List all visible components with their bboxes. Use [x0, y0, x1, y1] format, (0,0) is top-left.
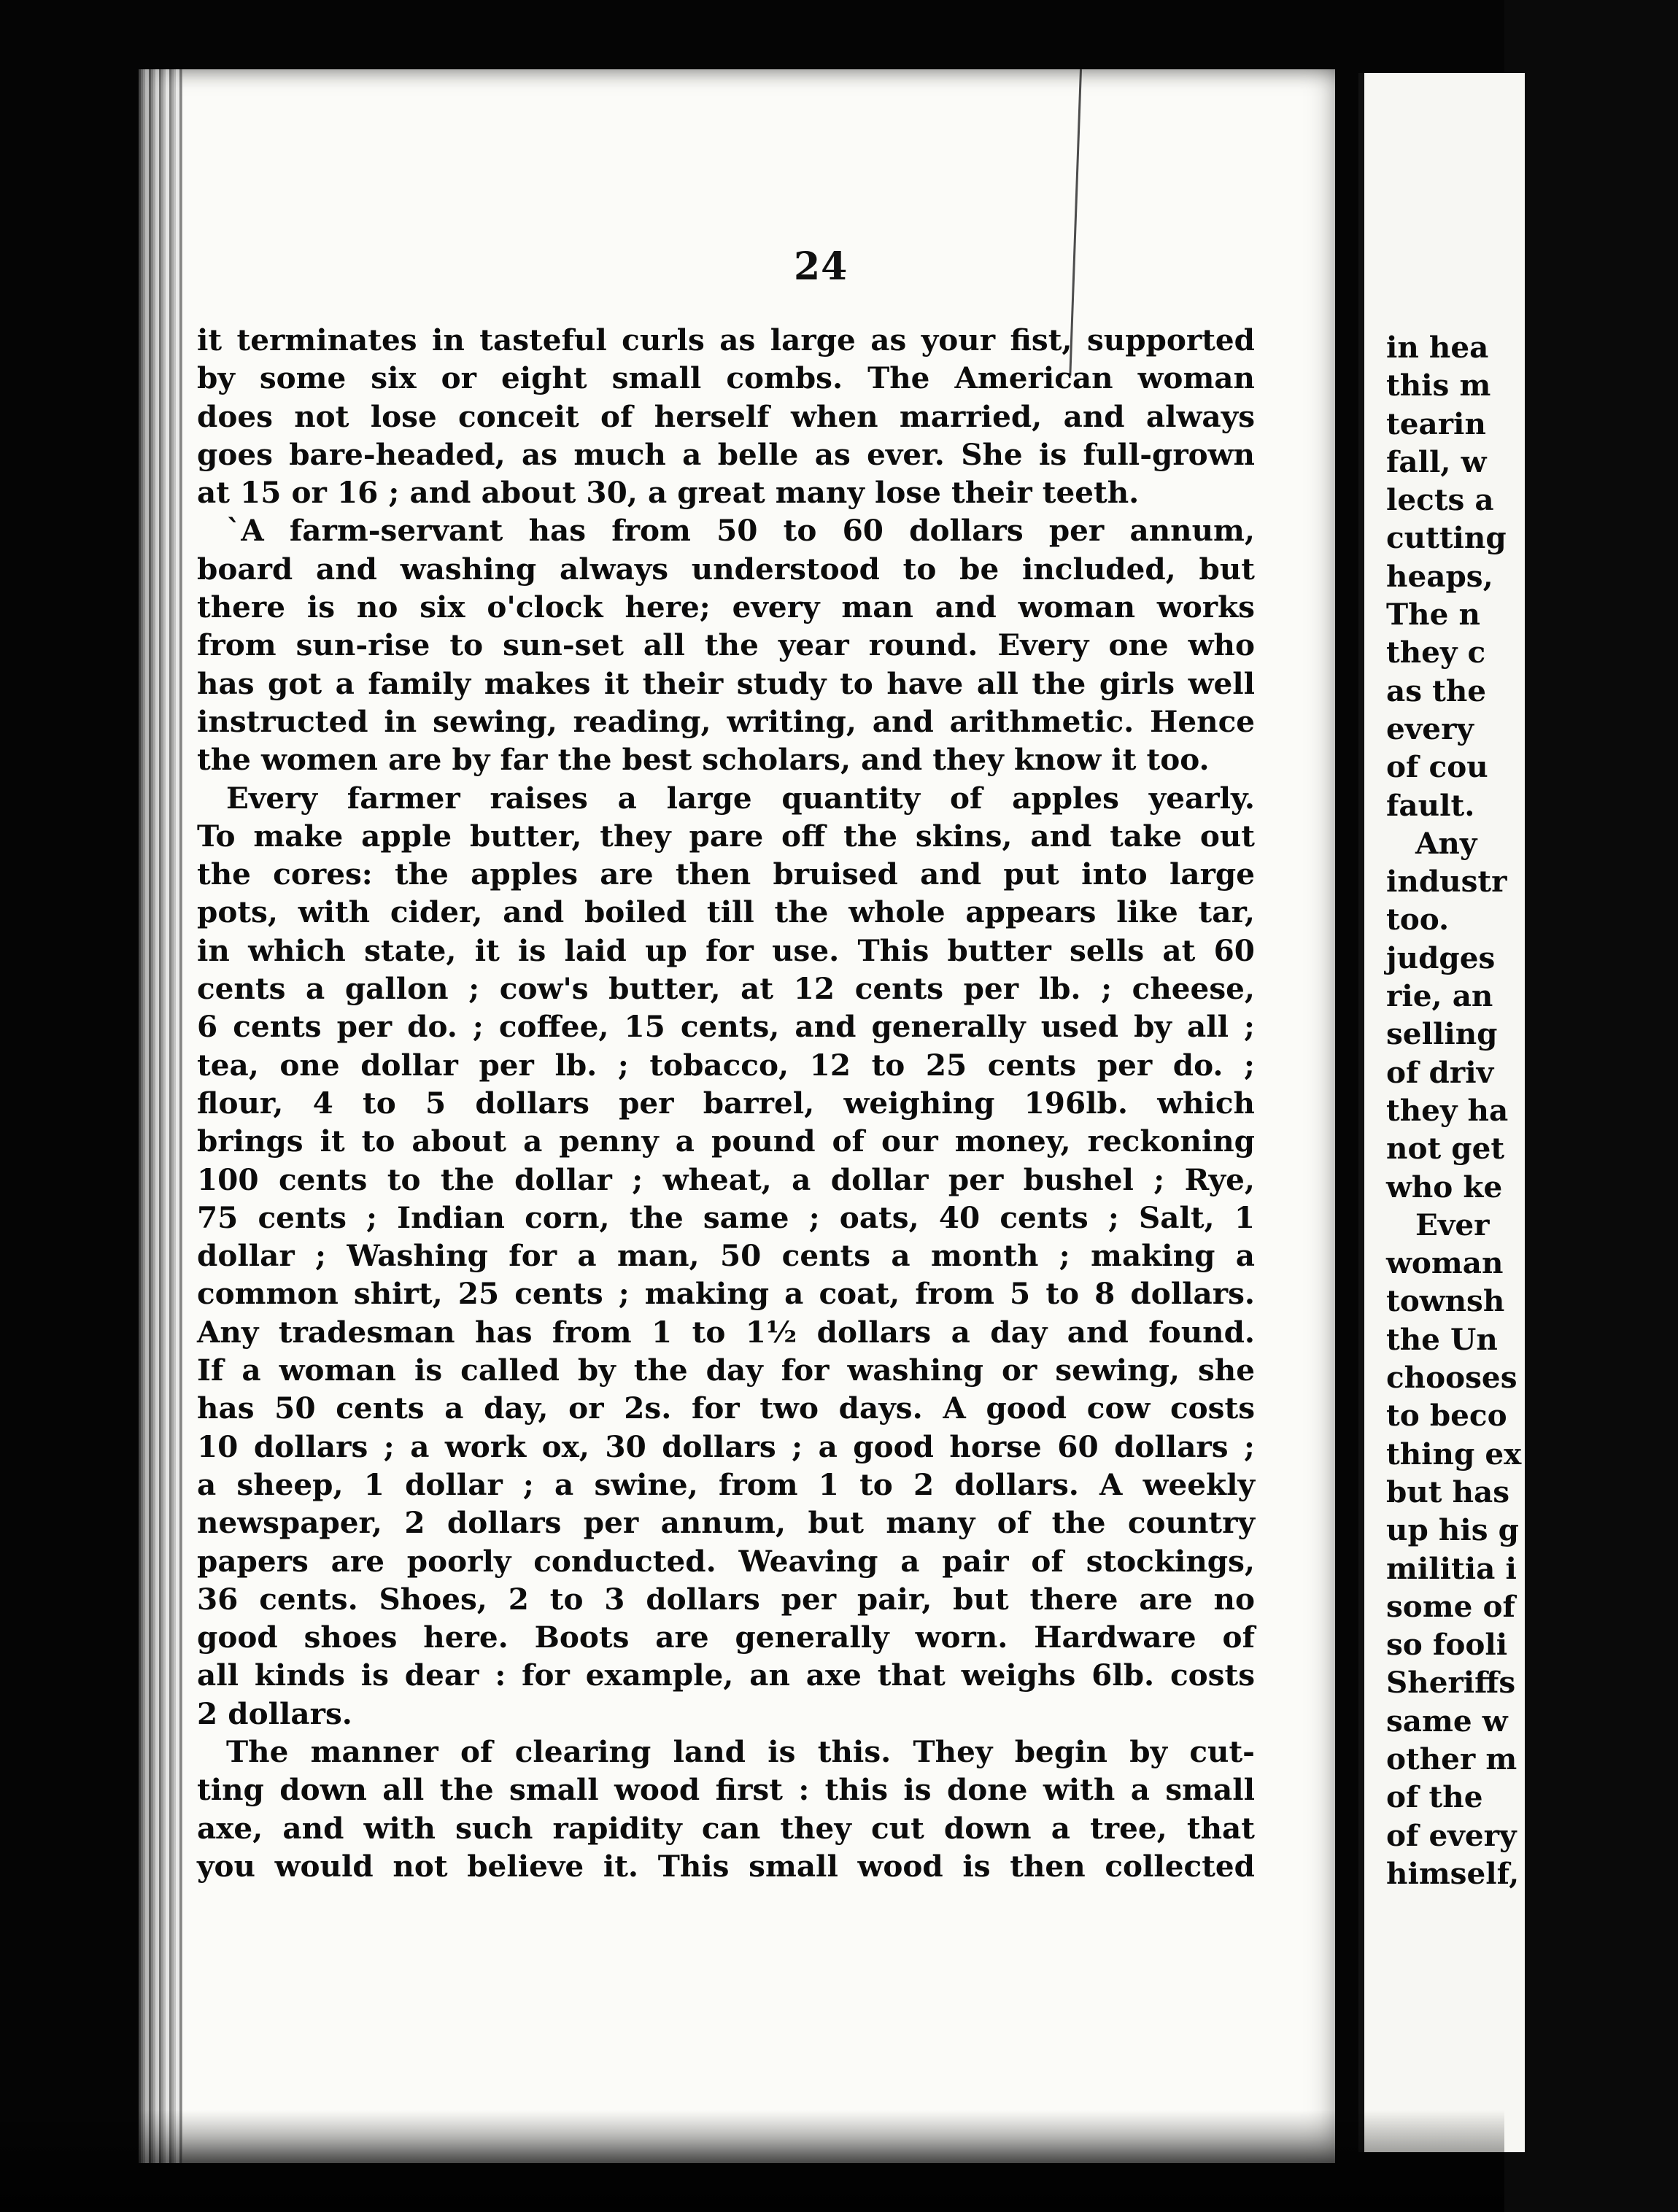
text-line: in which state, it is laid up for use. This butter sells at 60: [197, 932, 1255, 968]
text-line: Any tradesman has from 1 to 1½ dollars a day and found.: [197, 1314, 1255, 1350]
text-line: there is no six o'clock here; every man and woman works: [197, 589, 1255, 625]
text-line: all kinds is dear : for example, an axe that weighs 6lb. costs: [197, 1658, 1255, 1693]
text-line: goes bare-headed, as much a belle as ever. She is full-grown: [197, 436, 1255, 472]
text-line: a sheep, 1 dollar ; a swine, from 1 to 2 dollars. A weekly: [197, 1466, 1255, 1502]
text-line: 6 cents per do. ; coffee, 15 cents, and generally used by all ;: [197, 1009, 1255, 1045]
text-line: every: [1386, 711, 1474, 746]
text-line: woman: [1386, 1245, 1504, 1281]
left-page-text: [197, 321, 1255, 1885]
text-line: so fooli: [1386, 1627, 1508, 1663]
text-line: brings it to about a penny a pound of our money, reckoning: [197, 1124, 1255, 1159]
text-line: Ever: [1415, 1207, 1490, 1242]
text-line: rie, an: [1386, 978, 1493, 1014]
text-line: 2 dollars.: [197, 1695, 352, 1731]
text-line: up his g: [1386, 1512, 1519, 1548]
text-line: they ha: [1386, 1092, 1509, 1128]
text-line: who ke: [1386, 1169, 1503, 1204]
text-line: heaps,: [1386, 558, 1493, 594]
text-line: cutting: [1386, 520, 1507, 556]
text-line: judges: [1386, 940, 1496, 975]
text-line: lects a: [1386, 482, 1494, 518]
text-line: himself,: [1386, 1855, 1520, 1891]
text-line: of driv: [1386, 1054, 1494, 1090]
text-line: flour, 4 to 5 dollars per barrel, weighing 196lb. which: [197, 1085, 1255, 1121]
text-line: other m: [1386, 1741, 1517, 1776]
text-line: If a woman is called by the day for washing or sewing, she: [197, 1353, 1255, 1388]
text-line: at 15 or 16 ; and about 30, a great many lose their teeth.: [197, 475, 1140, 511]
right-page: [1358, 73, 1525, 2152]
text-line: townsh: [1386, 1283, 1505, 1319]
text-line: it terminates in tasteful curls as large as your fist, supported: [197, 322, 1255, 357]
text-line: The manner of clearing land is this. They begin by cut-: [226, 1733, 1255, 1769]
text-line: The n: [1386, 597, 1480, 633]
text-line: from sun-rise to sun-set all the year round. Every one who: [197, 627, 1255, 663]
text-line: to beco: [1386, 1398, 1507, 1434]
text-line: dollar ; Washing for a man, 50 cents a month ; making a: [197, 1238, 1255, 1274]
text-line: as the: [1386, 673, 1487, 708]
text-line: has 50 cents a day, or 2s. for two days. A good cow costs: [197, 1391, 1255, 1426]
text-line: 10 dollars ; a work ox, 30 dollars ; a good horse 60 dollars ;: [197, 1428, 1255, 1464]
text-line: tearin: [1386, 406, 1486, 441]
text-line: fall, w: [1386, 444, 1487, 479]
text-line: axe, and with such rapidity can they cut down a tree, that: [197, 1810, 1255, 1846]
text-line: ting down all the small wood first : this is done with a small: [197, 1772, 1255, 1808]
text-line: in hea: [1386, 330, 1489, 365]
text-line: they c: [1386, 635, 1486, 670]
text-line: good shoes here. Boots are generally worn. Hardware of: [197, 1620, 1255, 1655]
scan-shadow: [0, 2110, 1504, 2212]
text-line: the women are by far the best scholars, and they know it too.: [197, 742, 1210, 778]
text-line: of every: [1386, 1817, 1517, 1853]
text-line: has got a family makes it their study to have all the girls well: [197, 665, 1255, 701]
text-line: Every farmer raises a large quantity of apples yearly.: [226, 780, 1255, 816]
text-line: you would not believe it. This small wood is then collected: [197, 1848, 1255, 1884]
text-line: of cou: [1386, 749, 1488, 785]
text-line: thing ex: [1386, 1436, 1522, 1472]
text-line: instructed in sewing, reading, writing, and arithmetic. Hence: [197, 703, 1255, 739]
text-line: selling: [1386, 1016, 1498, 1052]
text-line: industr: [1386, 864, 1507, 900]
text-line: not get: [1386, 1131, 1505, 1167]
text-line: chooses: [1386, 1360, 1517, 1396]
text-line: by some six or eight small combs. The American woman: [197, 360, 1255, 396]
text-line: 75 cents ; Indian corn, the same ; oats, 40 cents ; Salt, 1: [197, 1199, 1255, 1235]
text-line: too.: [1386, 902, 1450, 937]
text-line: Sheriffs: [1386, 1665, 1516, 1701]
text-line: To make apple butter, they pare off the skins, and take out: [197, 818, 1255, 854]
text-line: Any: [1415, 825, 1477, 861]
text-line: common shirt, 25 cents ; making a coat, from 5 to 8 dollars.: [197, 1276, 1255, 1312]
text-line: `A farm-servant has from 50 to 60 dollars per annum,: [226, 513, 1255, 549]
text-line: newspaper, 2 dollars per annum, but many of the country: [197, 1505, 1255, 1541]
page-number: 24: [794, 244, 848, 289]
text-line: 100 cents to the dollar ; wheat, a dollar per bushel ; Rye,: [197, 1161, 1255, 1197]
text-line: same w: [1386, 1703, 1508, 1739]
text-line: militia i: [1386, 1550, 1517, 1586]
text-line: fault.: [1386, 787, 1475, 823]
text-line: 36 cents. Shoes, 2 to 3 dollars per pair, but there are no: [197, 1581, 1255, 1617]
text-line: this m: [1386, 368, 1491, 403]
text-line: does not lose conceit of herself when married, and always: [197, 398, 1255, 434]
text-line: some of: [1386, 1588, 1515, 1624]
text-line: the Un: [1386, 1321, 1498, 1357]
text-line: cents a gallon ; cow's butter, at 12 cents per lb. ; cheese,: [197, 971, 1255, 1007]
text-line: but has: [1386, 1474, 1510, 1509]
text-line: of the: [1386, 1779, 1483, 1815]
text-line: papers are poorly conducted. Weaving a pair of stockings,: [197, 1543, 1255, 1579]
text-line: board and washing always understood to be included, but: [197, 551, 1255, 587]
right-page-text: [1386, 328, 1678, 1892]
text-line: tea, one dollar per lb. ; tobacco, 12 to 25 cents per do. ;: [197, 1047, 1255, 1083]
text-line: the cores: the apples are then bruised and put into large: [197, 856, 1255, 892]
text-line: pots, with cider, and boiled till the whole appears like tar,: [197, 894, 1255, 930]
